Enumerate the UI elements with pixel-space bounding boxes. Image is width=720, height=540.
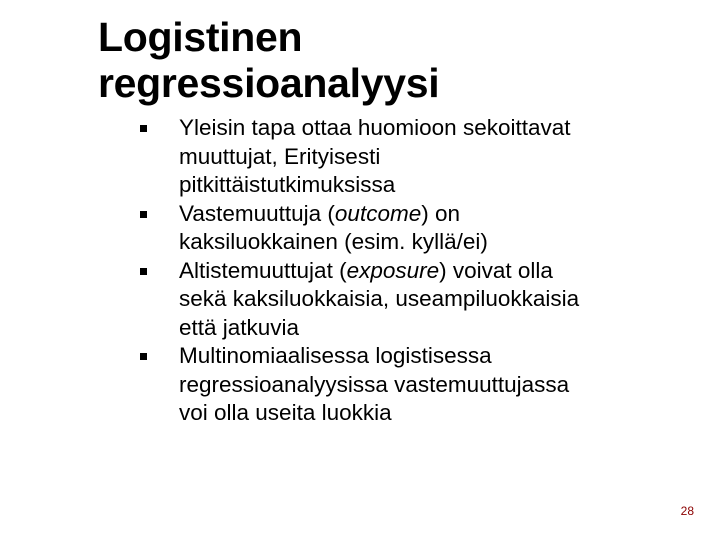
bullet-text-segment: ) voivat olla [439, 257, 553, 283]
bullet-text-line [179, 228, 660, 257]
slide-title-line-1: Logistinen [98, 14, 303, 60]
bullet-text-line [179, 257, 660, 286]
bullet-text-segment: Yleisin tapa ottaa huomioon sekoittavat [179, 115, 571, 140]
bullet-text-segment: sekä kaksiluokkaisia, useampiluokkaisia [179, 286, 580, 311]
bullet-item [140, 342, 660, 428]
bullet-text-segment: kaksiluokkainen (esim. kyllä/ei) [179, 229, 488, 254]
page-number: 28 [680, 504, 694, 518]
square-bullet-icon [140, 211, 147, 218]
bullet-list [140, 114, 660, 428]
bullet-text-line [179, 342, 660, 371]
square-bullet-icon [140, 268, 147, 275]
square-bullet-icon [140, 125, 147, 132]
bullet-item [140, 114, 660, 200]
bullet-text-segment: Altistemuuttujat ( [179, 257, 347, 283]
bullet-item [140, 257, 660, 343]
bullet-text-segment: regressioanalyysissa vastemuuttujassa [179, 371, 570, 397]
slide-title [98, 14, 658, 106]
bullet-text-line [179, 200, 660, 229]
bullet-text-segment: muuttujat, Erityisesti [179, 143, 381, 169]
bullet-text-segment: että jatkuvia [179, 314, 300, 340]
slide-title-line-2: regressioanalyysi [98, 60, 440, 106]
bullet-text-line [179, 285, 660, 314]
bullet-item [140, 200, 660, 257]
bullet-text-line [179, 314, 660, 343]
bullet-text-line [179, 399, 660, 428]
bullet-text-italic: outcome [334, 200, 422, 226]
bullet-text-italic: exposure [346, 257, 440, 283]
square-bullet-icon [140, 353, 147, 360]
bullet-text-line [179, 143, 660, 172]
bullet-text-segment: ) on [421, 200, 461, 226]
bullet-text-segment: Vastemuuttuja ( [179, 200, 335, 226]
bullet-text-line [179, 171, 660, 200]
bullet-text-line [179, 371, 660, 400]
bullet-text-line [179, 114, 660, 143]
bullet-text-segment: Multinomiaalisessa logistisessa [179, 343, 492, 368]
bullet-text-segment: pitkittäistutkimuksissa [179, 172, 396, 197]
bullet-text-segment: voi olla useita luokkia [179, 400, 392, 425]
